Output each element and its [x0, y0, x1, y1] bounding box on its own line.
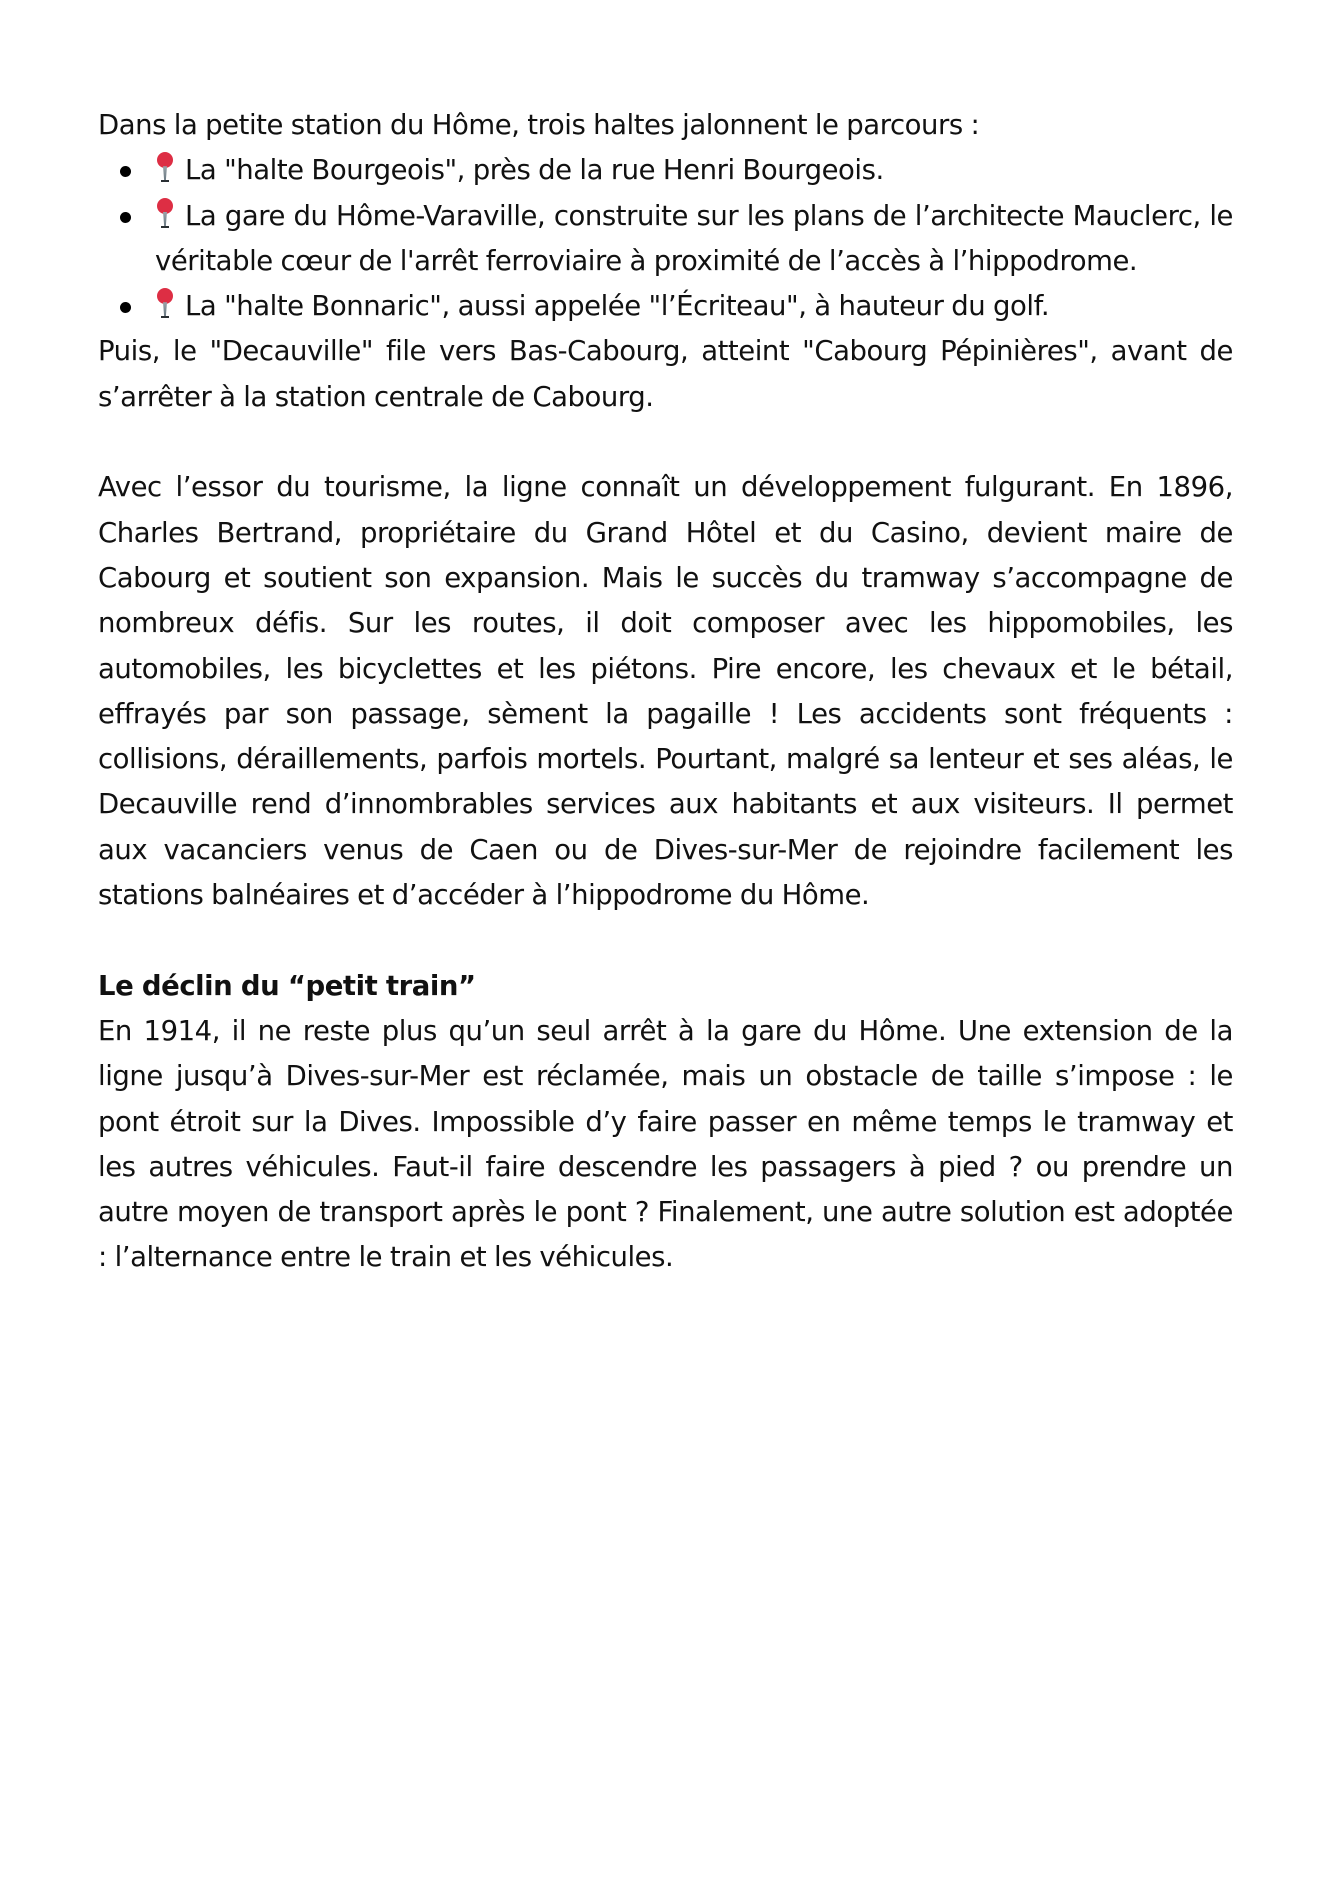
round-pushpin-icon — [155, 288, 175, 320]
intro-paragraph: Dans la petite station du Hôme, trois haltes jalonnent le parcours : — [98, 109, 980, 141]
bullet-icon — [120, 302, 131, 313]
paragraph-spacer — [98, 918, 1233, 963]
paragraph-spacer — [98, 420, 1233, 465]
stop-text: La gare du Hôme-Varaville, construite sur les plans de l’architecte Mauclerc, le véritable cœur de l'arrêt ferroviaire à proximité de l’accès à l’hippodrome. — [155, 199, 1233, 277]
list-item — [98, 194, 1233, 285]
round-pushpin-icon — [155, 198, 175, 230]
stops-list — [98, 148, 1233, 329]
tourism-paragraph: Avec l’essor du tourisme, la ligne connaît un développement fulgurant. En 1896, Charles Bertrand, propriétaire du Grand Hôtel et du Casino, devient maire de Cabourg et soutient son expansion. Mais le succès du tramway s’accompagne de nombreux défis. Sur les routes, il doit composer avec les hippomobiles, les automobiles, les bicyclettes et les piétons. Pire encore, les chevaux et le bétail, effrayés par son passage, sèment la pagaille ! Les accidents sont fréquents : collisions, déraillements, parfois mortels. Pourtant, malgré sa lenteur et ses aléas, le Decauville rend d’innombrables services aux habitants et aux visiteurs. Il permet aux vacanciers venus de Caen ou de Dives-sur-Mer de rejoindre facilement les stations balnéaires et d’accéder à l’hippodrome du Hôme. — [98, 471, 1233, 912]
round-pushpin-icon — [155, 152, 175, 184]
stop-text: La "halte Bourgeois", près de la rue Henri Bourgeois. — [185, 154, 884, 187]
section-heading: Le déclin du “petit train” — [98, 969, 476, 1002]
bullet-icon — [120, 212, 131, 223]
stop-text: La "halte Bonnaric", aussi appelée "l’Écriteau", à hauteur du golf. — [185, 290, 1050, 323]
after-stops-paragraph: Puis, le "Decauville" file vers Bas-Cabourg, atteint "Cabourg Pépinières", avant de s’arrêter à la station centrale de Cabourg. — [98, 335, 1233, 413]
bullet-icon — [120, 166, 131, 177]
decline-paragraph: En 1914, il ne reste plus qu’un seul arrêt à la gare du Hôme. Une extension de la ligne jusqu’à Dives-sur-Mer est réclamée, mais un obstacle de taille s’impose : le pont étroit sur la Dives. Impossible d’y faire passer en même temps le tramway et les autres véhicules. Faut-il faire descendre les passagers à pied ? ou prendre un autre moyen de transport après le pont ? Finalement, une autre solution est adoptée : l’alternance entre le train et les véhicules. — [98, 1014, 1233, 1274]
document-page — [98, 103, 1233, 1281]
list-item — [98, 284, 1233, 329]
list-item — [98, 148, 1233, 193]
